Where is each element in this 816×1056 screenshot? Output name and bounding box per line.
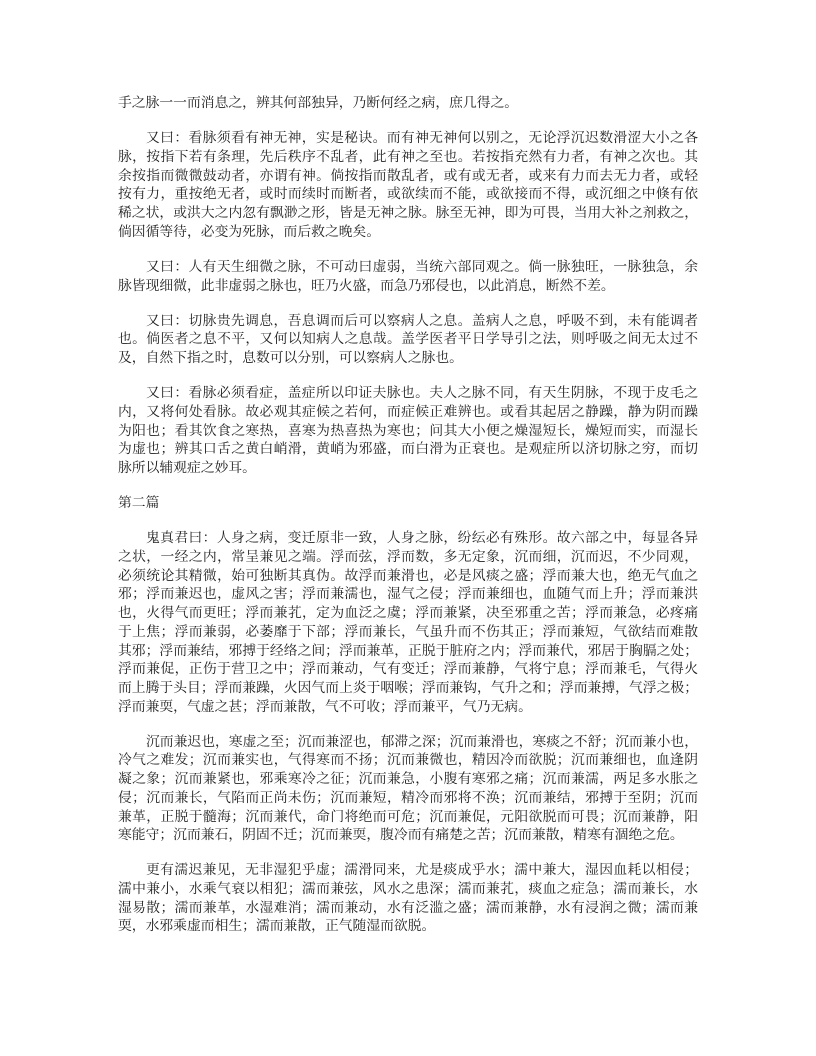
text-line: 湿易散；濡而兼革，水湿难消；濡而兼动，水有泛滥之盛；濡而兼静，水有浸润之微；濡而兼 — [118, 899, 698, 916]
text-line: 鬼真君曰：人身之病，变迁原非一致，人身之脉，纷纭必有殊形。故六部之中，每显各异 — [146, 530, 698, 547]
text-line: 更有濡迟兼见，无非湿犯乎虚；濡滑同来，尤是痰成乎水；濡中兼大，湿因血耗以相侵； — [146, 862, 698, 879]
text-line: 按有力，重按绝无者，或时而续时而断者，或欲续而不能，或欲接而不得，或沉细之中倏有依 — [118, 186, 698, 203]
text-line: 侵；沉而兼长，气陷而正尚未伤；沉而兼短，精冷而邪将不涣；沉而兼结，邪搏于至阴；沉而 — [118, 789, 698, 806]
text-line: 之状，一经之内，常呈兼见之端。浮而弦，浮而数，多无定象，沉而细，沉而迟，不少同观， — [118, 549, 698, 566]
text-line: 为虚也；辨其口舌之黄白峭滑，黄峭为邪盛，而白滑为正衰也。是观症所以济切脉之穷，而切 — [118, 441, 698, 458]
text-line: 寒能守；沉而兼石，阴固不迁；沉而兼耎，腹冷而有痛楚之苦；沉而兼散，精寒有涸绝之危。 — [118, 827, 684, 844]
paragraph — [118, 94, 698, 113]
paragraph — [118, 733, 698, 845]
text-line: 及，自然下指之时，息数可以分别，可以察病人之脉也。 — [118, 350, 463, 367]
text-line: 脉，按指下若有条理，先后秩序不乱者，此有神之至也。若按指充然有力者，有神之次也。其 — [118, 148, 698, 165]
text-line: 沉而兼迟也，寒虚之至；沉而兼涩也，郁滞之深；沉而兼滑也，寒痰之不舒；沉而兼小也， — [146, 733, 698, 750]
text-line: 脉所以辅观症之妙耳。 — [118, 460, 256, 476]
text-line: 邪；浮而兼迟也，虚风之害；浮而兼濡也，湿气之侵；浮而兼细也，血随气而上升；浮而兼洪 — [118, 586, 698, 603]
text-line: 兼革，正脱于髓海；沉而兼代，命门将绝而可危；沉而兼促，元阳欲脱而可畏；沉而兼静，阳 — [118, 808, 698, 825]
text-line: 又曰：看脉必须看症，盖症所以印证夫脉也。夫人之脉不同，有天生阴脉，不现于皮毛之 — [146, 385, 698, 402]
text-line: 也。倘医者之息不平，又何以知病人之息哉。盖学医者平日学导引之法，则呼吸之间无太过不 — [118, 331, 698, 348]
text-line: 稀之状，或洪大之内忽有飘渺之形，皆是无神之脉。脉至无神，即为可畏，当用大补之剂救之， — [118, 204, 698, 221]
paragraph — [118, 258, 698, 295]
text-line: 又曰：人有天生细微之脉，不可动曰虚弱，当统六部同观之。倘一脉独旺，一脉独急，余 — [146, 258, 698, 275]
text-line: 倘因循等待，必变为死脉，而后救之晚矣。 — [118, 223, 381, 240]
paragraph — [118, 312, 698, 368]
text-line: 浮而兼耎，气虚之甚；浮而兼散，气不可收；浮而兼平，气乃无病。 — [118, 698, 532, 715]
text-line: 又曰：看脉须看有神无神，实是秘诀。而有神无神何以别之，无论浮沉迟数滑涩大小之各 — [146, 130, 698, 147]
text-line: 其邪；浮而兼结，邪搏于经络之间；浮而兼革，正脱于脏府之内；浮而兼代，邪居于胸膈之处； — [118, 642, 698, 659]
text-line: 脉皆现细微，此非虚弱之脉也，旺乃火盛，而急乃邪侵也，以此消息，断然不差。 — [118, 277, 615, 294]
paragraph — [118, 529, 698, 716]
text-line: 耎，水邪乘虚而相生；濡而兼散，正气随湿而欲脱。 — [118, 918, 436, 935]
text-line: 于上焦；浮而兼弱，必萎靡于下部；浮而兼长，气虽升而不伤其正；浮而兼短，气欲结而难散 — [118, 623, 698, 640]
text-line: 凝之象；沉而兼紧也，邪乘寒冷之征；沉而兼急，小腹有寒邪之痛；沉而兼濡，两足多水胀之 — [118, 771, 698, 788]
paragraph — [118, 384, 698, 477]
text-line: 为阳也；看其饮食之寒热，喜寒为热喜热为寒也；问其大小便之燥湿短长，燥短而实，而湿长 — [118, 422, 698, 439]
text-line: 冷气之难发；沉而兼实也，气得寒而不扬；沉而兼微也，精因冷而欲脱；沉而兼细也，血逢阴 — [118, 752, 698, 769]
text-line: 也，火得气而更旺；浮而兼芤，定为血泛之虞；浮而兼紧，决至邪重之苦；浮而兼急，必疼痛 — [118, 605, 698, 622]
text-line: 必须统论其精微，始可独断其真伪。故浮而兼滑也，必是风痰之盛；浮而兼大也，绝无气血之 — [118, 567, 698, 584]
text-line: 濡中兼小，水乘气衰以相犯；濡而兼弦，风水之患深；濡而兼芤，痰血之症急；濡而兼长，水 — [118, 881, 698, 898]
text-line: 而上腾于头目；浮而兼躁，火因气而上炎于咽喉；浮而兼钩，气升之和；浮而兼搏，气浮之极； — [118, 679, 698, 696]
section-heading — [118, 494, 698, 513]
text-line: 第二篇 — [118, 495, 160, 512]
paragraph — [118, 861, 698, 936]
text-line: 又曰：切脉贵先调息，吾息调而后可以察病人之息。盖病人之息，呼吸不到，未有能调者 — [146, 312, 698, 329]
text-line: 内，又将何处看脉。故必观其症候之若何，而症候正难辨也。或看其起居之静躁，静为阴而躁 — [118, 403, 698, 420]
text-line: 手之脉一一而消息之，辨其何部独异，乃断何经之病，庶几得之。 — [118, 95, 519, 111]
text-line: 浮而兼促，正伤于营卫之中；浮而兼动，气有变迁；浮而兼静，气将宁息；浮而兼毛，气得火 — [118, 661, 698, 678]
paragraph — [118, 129, 698, 241]
document-page — [118, 94, 698, 953]
text-line: 余按指而微微鼓动者，亦谓有神。倘按指而散乱者，或有或无者，或来有力而去无力者，或轻 — [118, 167, 698, 184]
